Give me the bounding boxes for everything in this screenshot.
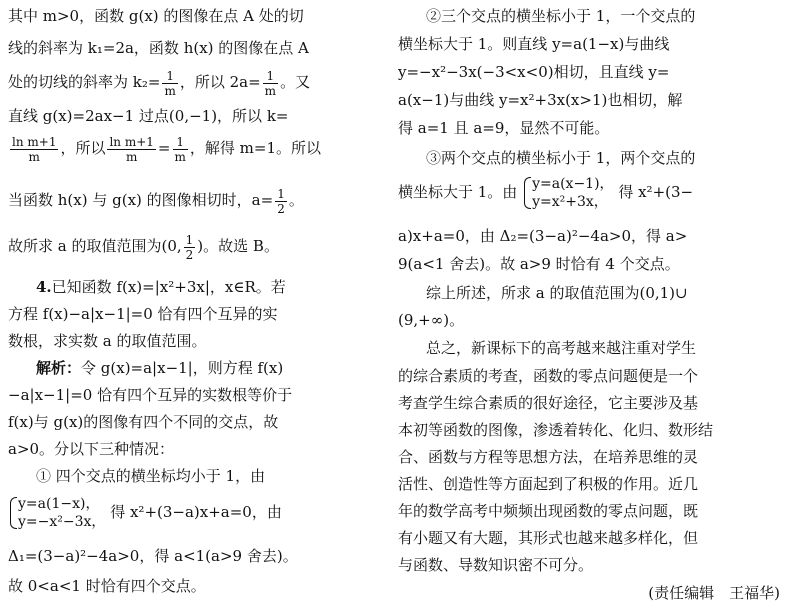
text-line: 活性、创造性等方面起到了积极的作用。近几 <box>398 475 699 493</box>
text-line: ① 四个交点的横坐标均小于 1，由 <box>36 467 266 485</box>
solution-label: 解析： <box>36 359 82 377</box>
text-line: y=−x²−3x(−3<x<0)相切，且直线 y= <box>398 63 670 81</box>
fraction-numerator: 1 <box>277 186 285 201</box>
equation-system <box>8 495 105 531</box>
problem-number: 4. <box>36 278 52 296</box>
fraction-denominator: m <box>164 83 176 98</box>
text-line <box>8 66 310 98</box>
text-line: 故 0<a<1 时恰有四个交点。 <box>8 577 206 595</box>
text-line: 合、函数与方程等思想方法，在培养思维的灵 <box>398 448 699 466</box>
text-line: ②三个交点的横坐标小于 1，一个交点的 <box>426 7 696 25</box>
text-line: 9(a<1 舍去)。故 a>9 时恰有 4 个交点。 <box>398 255 680 273</box>
text-line: 线的斜率为 k₁=2a，函数 h(x) 的图像在点 A <box>8 39 309 57</box>
text-span: 得 x²+(3−a)x+a=0，由 <box>110 503 282 521</box>
solution-start <box>8 358 283 378</box>
fraction <box>162 69 177 98</box>
text-span: 得 x²+(3− <box>618 183 694 201</box>
text-line: 其中 m>0，函数 g(x) 的图像在点 A 处的切 <box>8 7 304 25</box>
fraction-denominator: m <box>126 149 138 164</box>
text-line: a)x+a=0，由 Δ₂=(3−a)²−4a>0，得 a> <box>398 227 688 245</box>
text-line: 横坐标大于 1。则直线 y=a(1−x)与曲线 <box>398 35 670 53</box>
text-line: 综上所述，所求 a 的取值范围为(0,1)∪ <box>426 284 688 302</box>
text-line <box>398 172 693 212</box>
text-span: ，解得 m=1。所以 <box>189 139 321 157</box>
text-line: a>0。分以下三种情况： <box>8 440 175 458</box>
equation-row: y=a(x−1)， <box>532 176 614 192</box>
equation-row: y=−x²−3x， <box>18 514 106 530</box>
text-line <box>8 230 279 262</box>
equation-row: y=a(1−x)， <box>18 496 100 512</box>
fraction <box>107 135 155 164</box>
editor-credit: (责任编辑 王福华) <box>648 584 780 602</box>
equation-system <box>522 175 613 211</box>
text-line: (9,+∞)。 <box>398 311 465 329</box>
text-line: −a|x−1|=0 恰有四个互异的实数根等价于 <box>8 386 293 404</box>
text-line: 考查学生综合素质的很好途径，它主要涉及基 <box>398 394 699 412</box>
text-line: f(x)与 g(x)的图像有四个不同的交点，故 <box>8 413 279 431</box>
text-line: 年的数学高考中频频出现函数的零点问题，既 <box>398 502 699 520</box>
text-span: = <box>157 139 171 157</box>
text-span: ，所以 <box>60 139 106 157</box>
fraction-denominator: m <box>28 149 40 164</box>
fraction-denominator: 2 <box>185 247 194 262</box>
text-line <box>8 132 321 164</box>
text-span: 故所求 a 的取值范围为(0, <box>8 237 182 255</box>
text-line: 得 a=1 且 a=9，显然不可能。 <box>398 119 610 137</box>
fraction <box>263 69 278 98</box>
text-line: 与函数、导数知识密不可分。 <box>398 556 594 574</box>
fraction-numerator: 1 <box>185 232 194 247</box>
text-span: )。故选 B。 <box>197 237 279 255</box>
text-span: 处的切线的斜率为 k₂= <box>8 73 161 91</box>
fraction-numerator: 1 <box>173 135 188 150</box>
text-span: 令 g(x)=a|x−1|，则方程 f(x) <box>81 359 284 377</box>
fraction <box>173 135 188 164</box>
fraction <box>10 135 58 164</box>
problem-statement <box>8 277 286 297</box>
text-span: 。又 <box>280 73 311 91</box>
fraction-numerator: ln m+1 <box>12 134 57 149</box>
fraction-denominator: 2 <box>277 201 285 216</box>
text-line: 本初等函数的图像，渗透着转化、化归、数形结 <box>398 421 714 439</box>
text-line: 有小题又有大题，其形式也越来越多样化，但 <box>398 529 699 547</box>
text-line: ③两个交点的横坐标小于 1，两个交点的 <box>426 149 696 167</box>
text-span: ，所以 2a= <box>179 73 261 91</box>
fraction-denominator: m <box>264 83 277 98</box>
text-line <box>8 184 304 216</box>
text-span: 当函数 h(x) 与 g(x) 的图像相切时，a= <box>8 191 274 209</box>
text-line: 方程 f(x)−a|x−1|=0 恰有四个互异的实 <box>8 305 278 323</box>
text-line: 数根，求实数 a 的取值范围。 <box>8 332 207 350</box>
text-line: 总之，新课标下的高考越来越注重对学生 <box>426 339 697 357</box>
text-line: 直线 g(x)=2ax−1 过点(0,−1)，所以 k= <box>8 107 289 125</box>
text-span: 横坐标大于 1。由 <box>398 183 518 201</box>
fraction-numerator: 1 <box>263 69 278 84</box>
text-line: 的综合素质的考查，函数的零点问题便是一个 <box>398 367 699 385</box>
text-span: 。 <box>288 191 304 209</box>
fraction-denominator: m <box>174 149 186 164</box>
text-line <box>8 492 282 532</box>
fraction-numerator: 1 <box>162 69 177 84</box>
fraction <box>275 187 287 216</box>
text-line: a(x−1)与曲线 y=x²+3x(x>1)也相切，解 <box>398 91 683 109</box>
fraction <box>184 233 196 262</box>
fraction-numerator: ln m+1 <box>109 134 154 149</box>
equation-row: y=x²+3x， <box>532 194 608 210</box>
text-line: Δ₁=(3−a)²−4a>0，得 a<1(a>9 舍去)。 <box>8 547 298 565</box>
text-span: 已知函数 f(x)=|x²+3x|，x∈R。若 <box>51 278 286 296</box>
